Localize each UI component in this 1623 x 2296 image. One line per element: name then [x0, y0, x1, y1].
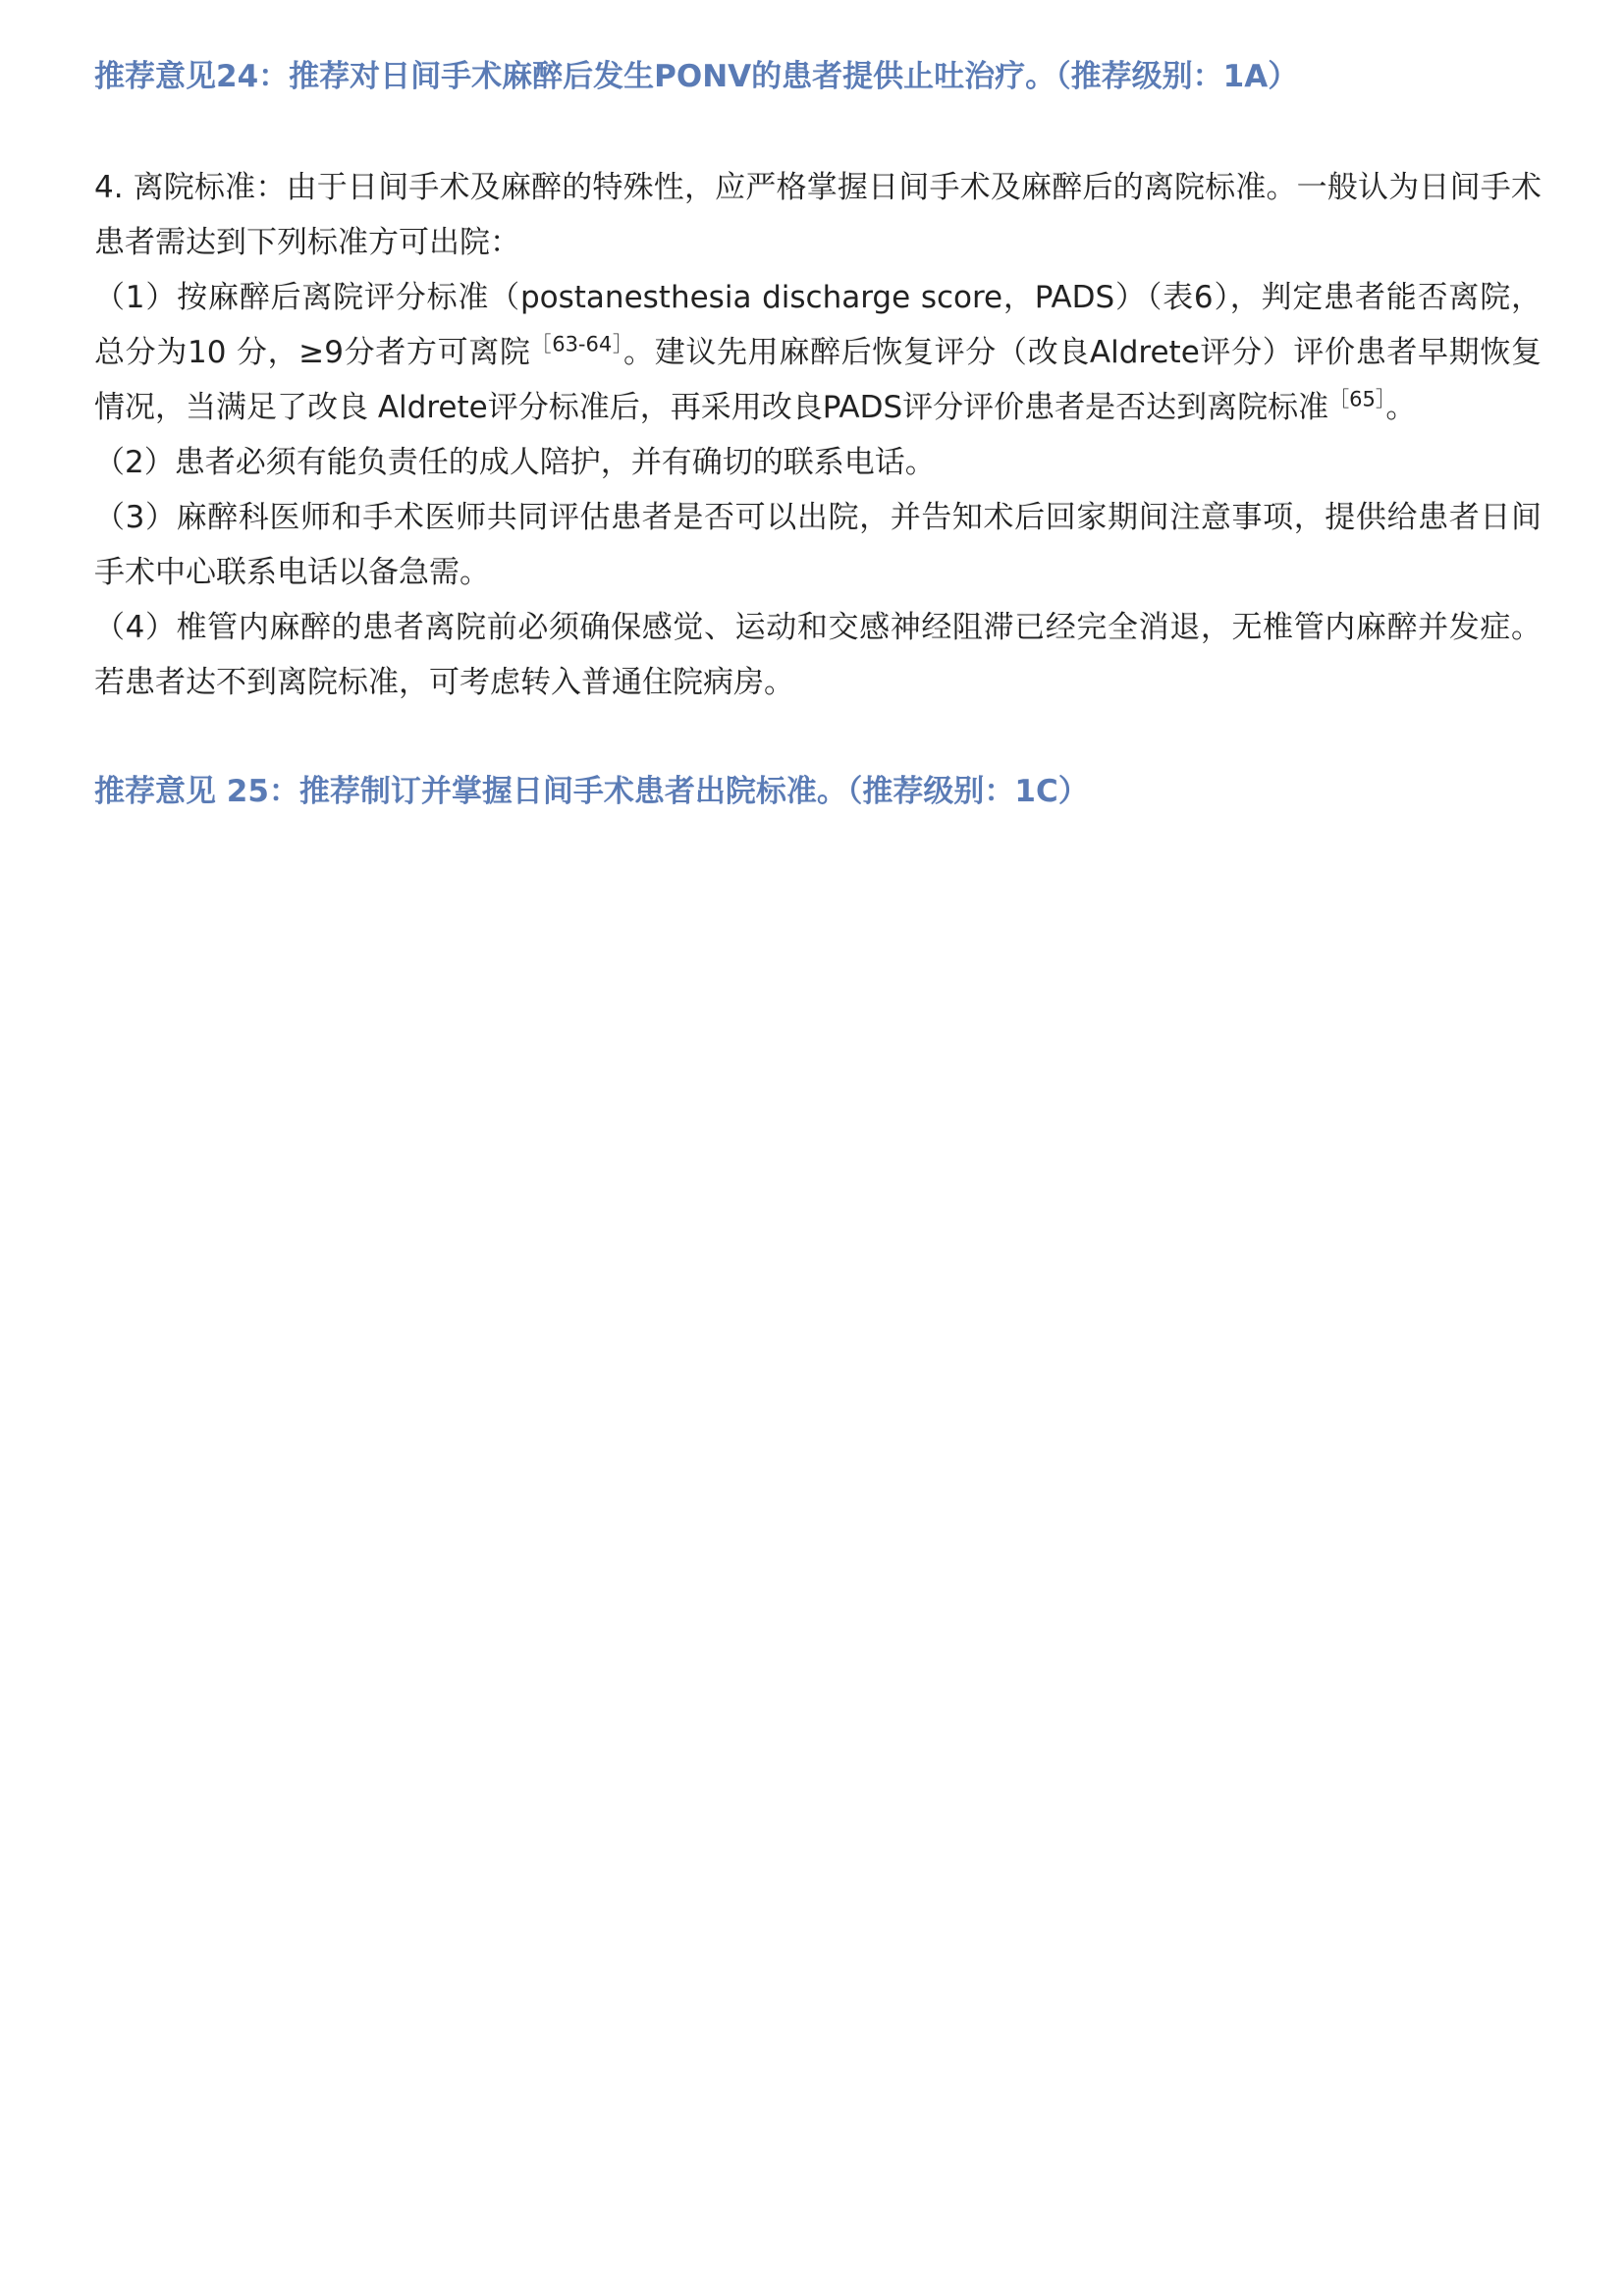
- criterion-2: （2）患者必须有能负责任的成人陪护，并有确切的联系电话。: [94, 445, 936, 480]
- recommendation-24: 推荐意见24：推荐对日间手术麻醉后发生PONV的患者提供止吐治疗。（推荐级别：1A）: [94, 59, 1299, 94]
- criterion-1: [94, 270, 1542, 435]
- discharge-criteria-section: [94, 160, 1542, 710]
- criterion-1-text-b: 。建议先用麻醉后恢复评分（改良Aldrete评分）评价患者早期恢复情况，当满足了改良 Aldrete评分标准后，再采用改良PADS评分评价患者是否达到离院标准: [94, 335, 1542, 425]
- section-intro: 4. 离院标准：由于日间手术及麻醉的特殊性，应严格掌握日间手术及麻醉后的离院标准。一般认为日间手术患者需达到下列标准方可出院：: [94, 170, 1542, 260]
- criterion-1-text-a: （1）按麻醉后离院评分标准（postanesthesia discharge score，PADS）（表6），判定患者能否离院，总分为10 分，≥9分者方可离院: [94, 280, 1542, 370]
- criterion-3: （3）麻醉科医师和手术医师共同评估患者是否可以出院，并告知术后回家期间注意事项，提供给患者日间手术中心联系电话以备急需。: [94, 500, 1542, 590]
- recommendation-25: 推荐意见 25：推荐制订并掌握日间手术患者出院标准。（推荐级别：1C）: [94, 774, 1089, 809]
- citation-63-64[interactable]: ［63-64］: [530, 332, 624, 356]
- criterion-1-text-c: 。: [1385, 390, 1417, 425]
- criterion-4: （4）椎管内麻醉的患者离院前必须确保感觉、运动和交感神经阻滞已经完全消退，无椎管内麻醉并发症。若患者达不到离院标准，可考虑转入普通住院病房。: [94, 610, 1542, 700]
- document-page: [94, 54, 1542, 814]
- citation-65[interactable]: ［65］: [1328, 387, 1386, 411]
